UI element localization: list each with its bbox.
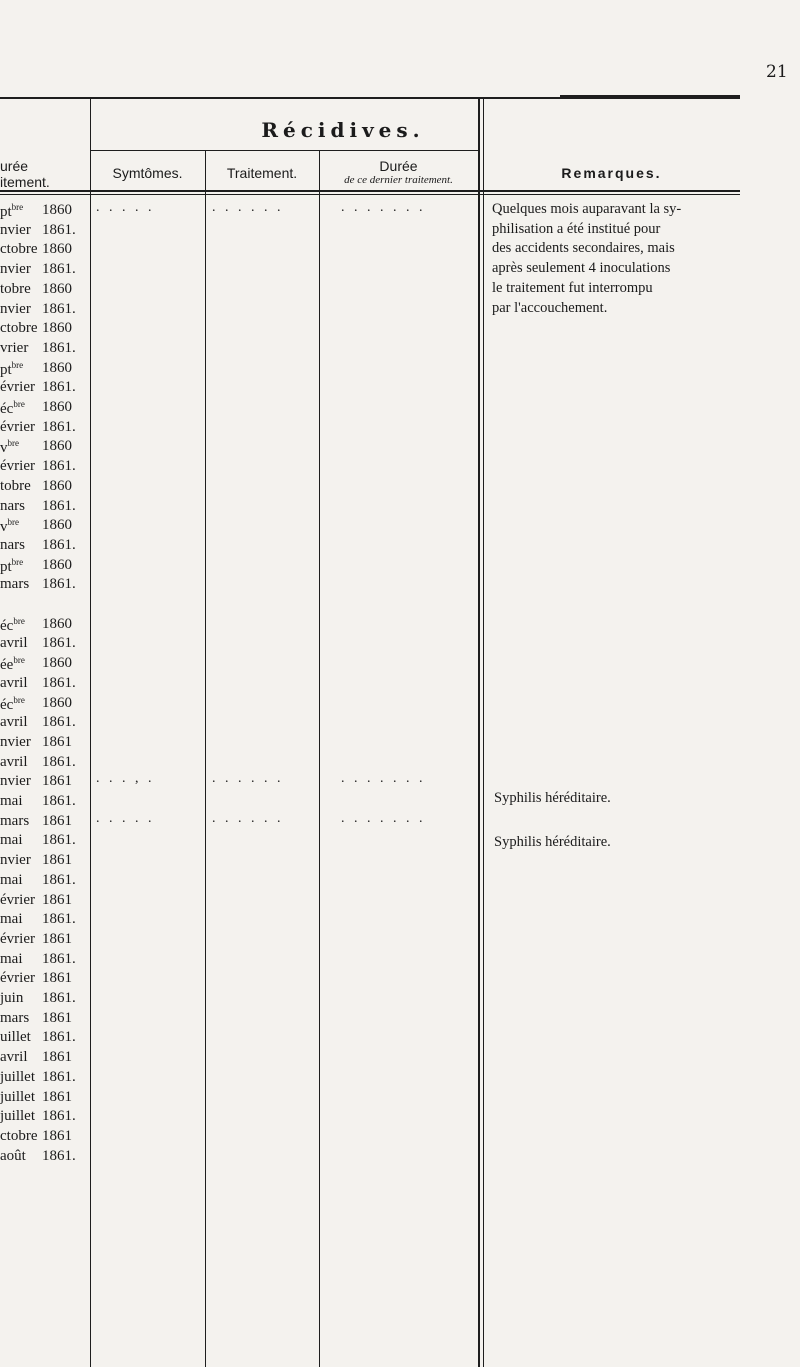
date-year: 1861 (42, 773, 72, 790)
date-year: 1861 (42, 1088, 72, 1105)
remark-line: par l'accouchement. (492, 299, 608, 316)
dots-traitement: . . . . . . (212, 810, 284, 826)
date-month-text: mai (0, 950, 23, 967)
date-month (0, 931, 35, 948)
date-month (0, 261, 31, 278)
date-year: 1861. (42, 793, 76, 809)
date-year: 1860 (42, 694, 72, 711)
date-month (0, 241, 37, 258)
date-month-text: mars (0, 1009, 30, 1026)
symptomes-header: Symtômes. (112, 165, 183, 181)
dots-traitement: . . . . . . (212, 200, 284, 215)
date-month-text: ée (0, 657, 14, 674)
date-month-text: nars (0, 536, 25, 553)
date-month-text: juillet (0, 1108, 35, 1125)
date-month-text: août (0, 1147, 26, 1164)
date-month (0, 202, 23, 221)
date-month-text: évrier (0, 458, 35, 475)
date-month (0, 1010, 29, 1027)
date-month (0, 320, 37, 337)
date-month-text: v (0, 440, 8, 457)
date-year: 1861. (42, 300, 76, 317)
date-month (0, 379, 35, 396)
date-month (0, 419, 35, 436)
date-year: 1861 (42, 733, 72, 750)
date-month-text: vrier (0, 339, 29, 356)
date-month (0, 281, 31, 298)
duree-header (319, 158, 478, 186)
date-year: 1861. (42, 832, 76, 849)
date-year: 1861. (42, 950, 76, 967)
duree-header-title: Durée (379, 158, 418, 174)
date-year: 1861. (42, 1108, 76, 1125)
date-month (0, 655, 25, 674)
remark-third: Syphilis héréditaire. (494, 834, 611, 850)
date-year: 1861. (42, 261, 76, 278)
date-month (0, 616, 25, 635)
date-year: 1861 (42, 1009, 72, 1026)
date-year: 1860 (42, 320, 72, 337)
date-month-text: avril (0, 674, 28, 691)
date-month-text: nvier (0, 261, 31, 278)
date-month (0, 1049, 28, 1066)
date-month (0, 537, 25, 554)
date-month-text: éc (0, 401, 14, 417)
date-year: 1860 (42, 615, 72, 632)
col-line-3 (319, 150, 320, 1367)
date-year: 1861. (42, 635, 76, 652)
date-year: 1861. (42, 458, 76, 475)
date-month-text: juillet (0, 1088, 35, 1105)
dots-symptomes: . . . . . (96, 810, 155, 826)
date-year: 1861. (42, 990, 76, 1006)
date-month-text: ctobre (0, 1127, 38, 1144)
date-month-text: mars (0, 576, 30, 593)
table-title: Récidives. (261, 118, 425, 142)
date-year: 1861. (42, 674, 76, 691)
date-month-text: évrier (0, 379, 35, 396)
remark-line: des accidents secondaires, mais (492, 240, 675, 257)
date-month-text: mai (0, 832, 23, 849)
date-month (0, 911, 23, 928)
date-month (0, 557, 23, 576)
date-month-sup: bre (11, 202, 24, 212)
date-year: 1860 (42, 517, 72, 534)
date-month-text: nars (0, 497, 25, 514)
date-year: 1860 (42, 556, 72, 573)
date-year: 1860 (42, 280, 72, 297)
date-month-text: nvier (0, 221, 31, 238)
col1-header-line1: urée (0, 158, 29, 174)
date-year: 1861. (42, 911, 76, 928)
date-month-text: juin (0, 990, 24, 1006)
date-month (0, 478, 31, 495)
date-month-text: évrier (0, 418, 35, 435)
dots-traitement: . . . . . . (212, 771, 284, 787)
date-year: 1861. (42, 576, 76, 593)
date-month (0, 872, 23, 889)
date-month-text: nvier (0, 733, 31, 750)
date-month (0, 438, 19, 457)
date-month (0, 360, 23, 379)
date-month-text: ctobre (0, 320, 38, 337)
date-month (0, 399, 25, 418)
date-month-text: pt (0, 558, 12, 575)
date-month-text: mai (0, 911, 23, 928)
col-line-4 (478, 97, 480, 1367)
date-month-text: nvier (0, 773, 31, 790)
date-month (0, 892, 35, 909)
dots-symptomes: . . . , . (96, 771, 155, 787)
date-year: 1860 (42, 477, 72, 494)
date-month-text: juillet (0, 1068, 35, 1085)
date-month (0, 852, 31, 869)
date-month (0, 576, 29, 593)
date-year: 1861. (42, 379, 76, 396)
date-month-sup: bre (11, 359, 24, 370)
date-month-sup: bre (7, 517, 19, 528)
date-month (0, 832, 23, 849)
remark-second: Syphilis héréditaire. (494, 790, 611, 806)
date-month (0, 813, 29, 830)
date-month (0, 1148, 26, 1165)
date-year: 1861. (42, 1029, 76, 1046)
date-month-sup: bre (11, 556, 24, 567)
remark-line: après seulement 4 inoculations (492, 260, 671, 277)
date-year: 1861 (42, 930, 72, 947)
date-month-text: nvier (0, 852, 31, 869)
date-month (0, 951, 23, 968)
date-month-text: avril (0, 635, 28, 652)
date-month-text: évrier (0, 970, 35, 987)
date-month (0, 675, 28, 692)
date-month-text: uillet (0, 1029, 31, 1046)
date-year: 1861. (42, 221, 76, 238)
date-month (0, 517, 19, 536)
date-year: 1861 (42, 1127, 72, 1144)
remark-first (492, 200, 742, 318)
header-divider-2 (0, 190, 740, 192)
date-month-text: pt (0, 204, 12, 220)
date-year: 1861 (42, 852, 72, 869)
page-number: 21 (766, 62, 788, 82)
traitement-header: Traitement. (226, 165, 298, 181)
date-month (0, 340, 28, 357)
date-year: 1861. (42, 1147, 76, 1164)
date-month (0, 1108, 35, 1125)
date-month-text: v (0, 519, 8, 536)
date-month-sup: bre (13, 655, 25, 666)
date-month-text: mars (0, 812, 30, 829)
date-year: 1861. (42, 1068, 76, 1085)
date-month-text: mai (0, 871, 23, 888)
duree-header-sub: de ce dernier traitement. (344, 174, 453, 186)
date-month (0, 498, 25, 515)
date-month (0, 1029, 31, 1046)
date-month (0, 1069, 35, 1086)
remark-line: Quelques mois auparavant la sy- (492, 201, 682, 217)
date-month (0, 734, 31, 751)
date-month-text: avril (0, 1049, 28, 1066)
date-month-sup: bre (7, 438, 19, 449)
date-month (0, 458, 35, 475)
date-year: 1860 (42, 438, 72, 455)
date-year: 1861. (42, 536, 76, 553)
dots-symptomes: . . . . . (96, 200, 155, 215)
date-year: 1861 (42, 891, 72, 908)
remark-line: le traitement fut interrompu (492, 279, 653, 296)
date-month (0, 1089, 35, 1106)
col-line-5 (483, 97, 484, 1367)
date-month (0, 754, 28, 771)
date-month-text: évrier (0, 930, 35, 947)
date-month-text: évrier (0, 891, 35, 908)
header-divider-3 (0, 194, 740, 195)
date-month-text: pt (0, 361, 12, 378)
date-month (0, 635, 28, 652)
date-month-sup: bre (13, 694, 25, 705)
top-rule-thick (560, 95, 740, 98)
date-month-text: éc (0, 617, 14, 634)
date-month (0, 222, 31, 239)
date-year: 1861. (42, 714, 76, 731)
date-year: 1861. (42, 339, 76, 356)
date-year: 1861. (42, 497, 76, 514)
date-year: 1860 (42, 399, 72, 415)
date-month-text: nvier (0, 300, 31, 317)
date-year: 1861. (42, 418, 76, 435)
date-month-text: mai (0, 793, 23, 809)
dots-duree: . . . . . . . (341, 810, 426, 826)
date-year: 1861. (42, 871, 76, 888)
remark-line: philisation a été institué pour (492, 220, 661, 237)
date-month-text: éc (0, 696, 14, 713)
remarques-header: Remarques. (561, 165, 662, 181)
date-year: 1861 (42, 970, 72, 987)
date-month-sup: bre (13, 615, 25, 626)
col1-header-line2: itement. (0, 174, 50, 190)
date-month-sup: bre (13, 399, 25, 409)
date-year: 1860 (42, 241, 72, 258)
date-month (0, 1128, 37, 1145)
date-year: 1861 (42, 812, 72, 829)
date-month (0, 301, 31, 318)
date-year: 1861. (42, 753, 76, 770)
dots-duree: . . . . . . . (341, 771, 426, 787)
date-year: 1861 (42, 1049, 72, 1066)
date-year: 1860 (42, 359, 72, 376)
date-month (0, 695, 25, 714)
col-line-2 (205, 150, 206, 1367)
date-month (0, 714, 28, 731)
header-divider-1 (90, 150, 480, 151)
date-month-text: tobre (0, 280, 31, 297)
date-month (0, 793, 23, 810)
date-year: 1860 (42, 202, 72, 218)
date-month-text: tobre (0, 477, 31, 494)
date-year: 1860 (42, 655, 72, 672)
date-month-text: avril (0, 753, 28, 770)
date-month (0, 990, 23, 1007)
col-line-1 (90, 97, 91, 1367)
date-month (0, 970, 35, 987)
date-month (0, 773, 31, 790)
date-month-text: ctobre (0, 241, 38, 258)
date-month-text: avril (0, 714, 28, 731)
col1-header (0, 158, 60, 190)
dots-duree: . . . . . . . (341, 200, 426, 215)
